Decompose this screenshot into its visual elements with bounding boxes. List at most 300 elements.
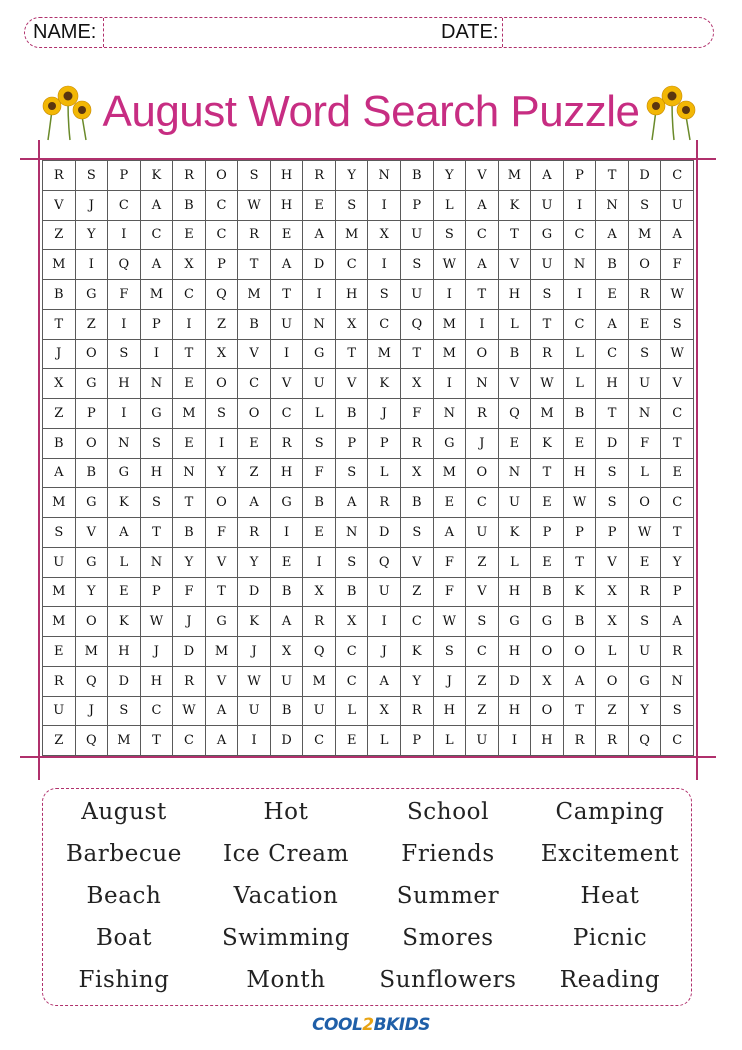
grid-cell: W — [563, 488, 596, 518]
grid-row — [43, 190, 694, 220]
grid-cell: M — [43, 577, 76, 607]
grid-cell: I — [368, 607, 401, 637]
grid-row — [43, 488, 694, 518]
grid-cell: E — [531, 488, 564, 518]
grid-cell: M — [43, 250, 76, 280]
grid-cell: M — [433, 458, 466, 488]
grid-row — [43, 399, 694, 429]
grid-cell: L — [628, 458, 661, 488]
grid-cell: R — [43, 666, 76, 696]
grid-cell: O — [628, 250, 661, 280]
grid-cell: X — [270, 637, 303, 667]
grid-cell: N — [140, 369, 173, 399]
cool2bkids-logo — [0, 1015, 742, 1035]
grid-cell: R — [628, 280, 661, 310]
grid-cell: E — [238, 428, 271, 458]
grid-cell: R — [628, 577, 661, 607]
grid-cell: N — [596, 190, 629, 220]
grid-cell: N — [661, 666, 694, 696]
grid-cell: X — [596, 607, 629, 637]
grid-row — [43, 280, 694, 310]
grid-cell: W — [173, 696, 206, 726]
grid-cell: F — [661, 250, 694, 280]
grid-cell: C — [661, 399, 694, 429]
puzzle-title: August Word Search Puzzle — [102, 87, 640, 136]
grid-cell: H — [108, 369, 141, 399]
grid-cell: S — [75, 161, 108, 191]
grid-cell: E — [108, 577, 141, 607]
grid-cell: T — [466, 280, 499, 310]
grid-cell: W — [433, 250, 466, 280]
grid-cell: M — [140, 280, 173, 310]
grid-cell: L — [433, 190, 466, 220]
grid-cell: L — [498, 309, 531, 339]
grid-cell: W — [238, 666, 271, 696]
grid-cell: I — [368, 250, 401, 280]
grid-cell: X — [43, 369, 76, 399]
grid-cell: R — [238, 220, 271, 250]
grid-cell: X — [335, 309, 368, 339]
grid-cell: T — [173, 339, 206, 369]
grid-cell: V — [335, 369, 368, 399]
grid-cell: S — [140, 428, 173, 458]
grid-cell: C — [238, 369, 271, 399]
grid-cell: G — [531, 607, 564, 637]
word-bank-item: Vacation — [233, 883, 339, 909]
grid-cell: U — [466, 726, 499, 756]
grid-cell: L — [303, 399, 336, 429]
grid-cell: A — [140, 250, 173, 280]
grid-cell: T — [661, 518, 694, 548]
grid-cell: S — [628, 339, 661, 369]
grid-cell: J — [238, 637, 271, 667]
grid-cell: A — [596, 220, 629, 250]
name-field-divider — [103, 18, 104, 47]
grid-cell: V — [661, 369, 694, 399]
grid-cell: H — [335, 280, 368, 310]
grid-cell: C — [596, 339, 629, 369]
grid-cell: U — [628, 369, 661, 399]
grid-cell: D — [303, 250, 336, 280]
grid-cell: J — [368, 637, 401, 667]
grid-cell: R — [466, 399, 499, 429]
grid-cell: U — [368, 577, 401, 607]
grid-cell: V — [75, 518, 108, 548]
grid-cell: K — [368, 369, 401, 399]
grid-cell: H — [270, 458, 303, 488]
grid-cell: W — [433, 607, 466, 637]
grid-cell: I — [498, 726, 531, 756]
grid-cell: N — [368, 161, 401, 191]
grid-cell: V — [270, 369, 303, 399]
grid-cell: V — [238, 339, 271, 369]
grid-cell: I — [75, 250, 108, 280]
grid-cell: B — [270, 577, 303, 607]
grid-cell: H — [498, 280, 531, 310]
grid-cell: S — [140, 488, 173, 518]
grid-cell: P — [108, 161, 141, 191]
grid-cell: Z — [596, 696, 629, 726]
word-bank-item: Ice Cream — [222, 841, 349, 867]
grid-cell: S — [628, 190, 661, 220]
grid-cell: H — [270, 190, 303, 220]
grid-cell: N — [433, 399, 466, 429]
grid-cell: K — [238, 607, 271, 637]
grid-cell: E — [661, 458, 694, 488]
grid-cell: A — [205, 726, 238, 756]
grid-cell: C — [303, 726, 336, 756]
grid-cell: R — [173, 161, 206, 191]
grid-cell: U — [661, 190, 694, 220]
word-bank-item: Sunflowers — [379, 967, 517, 993]
grid-cell: E — [173, 220, 206, 250]
grid-cell: G — [433, 428, 466, 458]
date-label: DATE: — [441, 21, 499, 43]
grid-cell: A — [466, 190, 499, 220]
grid-cell: U — [401, 280, 434, 310]
grid-cell: Z — [75, 309, 108, 339]
grid-cell: D — [628, 161, 661, 191]
grid-cell: T — [531, 309, 564, 339]
grid-cell: G — [75, 488, 108, 518]
grid-cell: C — [401, 607, 434, 637]
grid-cell: I — [433, 280, 466, 310]
grid-cell: P — [205, 250, 238, 280]
grid-cell: H — [596, 369, 629, 399]
grid-cell: L — [596, 637, 629, 667]
grid-cell: X — [335, 607, 368, 637]
grid-cell: G — [303, 339, 336, 369]
grid-cell: B — [173, 190, 206, 220]
grid-cell: X — [205, 339, 238, 369]
word-bank-item: Summer — [396, 883, 500, 909]
grid-cell: R — [173, 666, 206, 696]
grid-cell: C — [140, 696, 173, 726]
grid-cell: H — [140, 458, 173, 488]
grid-cell: F — [108, 280, 141, 310]
grid-cell: G — [498, 607, 531, 637]
grid-row — [43, 726, 694, 756]
grid-cell: Z — [43, 726, 76, 756]
grid-cell: H — [531, 726, 564, 756]
grid-cell: L — [563, 339, 596, 369]
grid-cell: P — [531, 518, 564, 548]
grid-cell: E — [173, 428, 206, 458]
grid-cell: T — [596, 399, 629, 429]
logo-text-two: 2 — [362, 1015, 374, 1035]
grid-cell: Z — [238, 458, 271, 488]
grid-cell: S — [531, 280, 564, 310]
grid-cell: U — [43, 547, 76, 577]
grid-cell: Z — [466, 547, 499, 577]
grid-cell: Y — [335, 161, 368, 191]
grid-cell: W — [531, 369, 564, 399]
grid-row — [43, 518, 694, 548]
grid-cell: N — [140, 547, 173, 577]
grid-cell: L — [433, 726, 466, 756]
grid-cell: R — [401, 696, 434, 726]
grid-cell: F — [205, 518, 238, 548]
grid-cell: T — [238, 250, 271, 280]
grid-cell: X — [401, 369, 434, 399]
grid-row — [43, 428, 694, 458]
grid-cell: N — [303, 309, 336, 339]
grid-row — [43, 696, 694, 726]
grid-cell: Y — [661, 547, 694, 577]
grid-cell: T — [335, 339, 368, 369]
grid-cell: I — [173, 309, 206, 339]
grid-cell: A — [661, 607, 694, 637]
grid-cell: X — [401, 458, 434, 488]
grid-cell: T — [596, 161, 629, 191]
grid-cell: P — [75, 399, 108, 429]
grid-cell: S — [466, 607, 499, 637]
grid-cell: V — [43, 190, 76, 220]
grid-cell: U — [303, 369, 336, 399]
grid-cell: B — [173, 518, 206, 548]
grid-cell: T — [531, 458, 564, 488]
grid-cell: K — [563, 577, 596, 607]
grid-cell: M — [238, 280, 271, 310]
grid-row — [43, 607, 694, 637]
grid-row — [43, 458, 694, 488]
grid-cell: C — [173, 726, 206, 756]
logo-text-cool: COOL — [312, 1015, 363, 1035]
grid-cell: N — [628, 399, 661, 429]
grid-cell: H — [498, 577, 531, 607]
grid-cell: T — [140, 726, 173, 756]
grid-cell: C — [108, 190, 141, 220]
grid-cell: J — [75, 696, 108, 726]
grid-cell: D — [368, 518, 401, 548]
grid-cell: R — [661, 637, 694, 667]
grid-row — [43, 369, 694, 399]
grid-row — [43, 250, 694, 280]
grid-cell: I — [140, 339, 173, 369]
grid-cell: C — [140, 220, 173, 250]
grid-row — [43, 339, 694, 369]
grid-cell: Z — [205, 309, 238, 339]
grid-cell: V — [498, 369, 531, 399]
grid-cell: B — [401, 161, 434, 191]
grid-cell: O — [596, 666, 629, 696]
word-bank-item: August — [81, 799, 167, 825]
grid-cell: O — [466, 458, 499, 488]
grid-cell: O — [75, 339, 108, 369]
grid-cell: E — [270, 220, 303, 250]
grid-cell: I — [205, 428, 238, 458]
grid-cell: A — [270, 250, 303, 280]
grid-row — [43, 666, 694, 696]
grid-cell: Q — [498, 399, 531, 429]
grid-cell: R — [401, 428, 434, 458]
grid-cell: X — [173, 250, 206, 280]
grid-cell: Q — [368, 547, 401, 577]
word-bank-item: Friends — [401, 841, 495, 867]
grid-cell: J — [466, 428, 499, 458]
grid-cell: X — [303, 577, 336, 607]
grid-cell: D — [173, 637, 206, 667]
grid-cell: Z — [43, 399, 76, 429]
grid-cell: I — [270, 339, 303, 369]
grid-cell: J — [368, 399, 401, 429]
grid-cell: N — [108, 428, 141, 458]
grid-cell: C — [173, 280, 206, 310]
grid-cell: H — [108, 637, 141, 667]
word-bank-item: Barbecue — [65, 841, 183, 867]
grid-cell: G — [531, 220, 564, 250]
grid-cell: U — [270, 309, 303, 339]
grid-cell: P — [335, 428, 368, 458]
grid-cell: F — [303, 458, 336, 488]
grid-cell: Y — [401, 666, 434, 696]
grid-cell: A — [205, 696, 238, 726]
grid-cell: R — [43, 161, 76, 191]
grid-cell: A — [140, 190, 173, 220]
grid-cell: M — [498, 161, 531, 191]
grid-cell: B — [563, 399, 596, 429]
grid-cell: T — [661, 428, 694, 458]
grid-cell: T — [140, 518, 173, 548]
grid-cell: N — [563, 250, 596, 280]
grid-cell: S — [43, 518, 76, 548]
grid-cell: W — [661, 280, 694, 310]
grid-cell: L — [368, 458, 401, 488]
grid-cell: V — [466, 161, 499, 191]
grid-cell: G — [108, 458, 141, 488]
grid-cell: R — [238, 518, 271, 548]
grid-cell: Q — [303, 637, 336, 667]
grid-cell: Q — [75, 666, 108, 696]
grid-cell: D — [596, 428, 629, 458]
grid-cell: T — [173, 488, 206, 518]
grid-cell: O — [531, 637, 564, 667]
grid-cell: C — [335, 250, 368, 280]
grid-cell: G — [205, 607, 238, 637]
grid-cell: A — [563, 666, 596, 696]
grid-cell: K — [140, 161, 173, 191]
grid-cell: C — [205, 220, 238, 250]
grid-cell: L — [368, 726, 401, 756]
grid-cell: N — [335, 518, 368, 548]
grid-cell: V — [596, 547, 629, 577]
grid-cell: D — [108, 666, 141, 696]
grid-cell: F — [401, 399, 434, 429]
grid-cell: B — [43, 280, 76, 310]
grid-cell: B — [75, 458, 108, 488]
grid-cell: E — [270, 547, 303, 577]
grid-cell: P — [140, 577, 173, 607]
grid-cell: S — [596, 488, 629, 518]
grid-cell: M — [205, 637, 238, 667]
grid-cell: I — [466, 309, 499, 339]
grid-cell: A — [108, 518, 141, 548]
grid-cell: O — [531, 696, 564, 726]
frame-bottom-line — [20, 756, 716, 758]
grid-cell: L — [563, 369, 596, 399]
grid-cell: D — [238, 577, 271, 607]
grid-cell: E — [303, 190, 336, 220]
grid-cell: B — [531, 577, 564, 607]
grid-cell: M — [43, 607, 76, 637]
grid-cell: G — [75, 547, 108, 577]
grid-cell: U — [303, 696, 336, 726]
grid-cell: B — [335, 577, 368, 607]
grid-cell: I — [108, 220, 141, 250]
grid-cell: M — [368, 339, 401, 369]
grid-cell: L — [498, 547, 531, 577]
grid-cell: H — [433, 696, 466, 726]
grid-cell: Y — [173, 547, 206, 577]
grid-cell: O — [466, 339, 499, 369]
grid-row — [43, 637, 694, 667]
grid-cell: I — [108, 399, 141, 429]
grid-cell: I — [270, 518, 303, 548]
grid-row — [43, 577, 694, 607]
word-bank-item: Swimming — [221, 925, 351, 951]
grid-cell: G — [628, 666, 661, 696]
grid-cell: U — [531, 250, 564, 280]
grid-cell: E — [628, 309, 661, 339]
grid-cell: I — [108, 309, 141, 339]
grid-cell: T — [401, 339, 434, 369]
grid-cell: A — [303, 220, 336, 250]
grid-cell: R — [531, 339, 564, 369]
frame-right-line — [696, 140, 698, 780]
grid-cell: O — [205, 161, 238, 191]
grid-cell: S — [303, 428, 336, 458]
grid-cell: P — [368, 428, 401, 458]
word-bank-item: Boat — [95, 925, 153, 951]
grid-cell: G — [75, 369, 108, 399]
grid-cell: S — [661, 696, 694, 726]
grid-cell: X — [596, 577, 629, 607]
grid-cell: V — [466, 577, 499, 607]
grid-cell: B — [498, 339, 531, 369]
grid-cell: E — [433, 488, 466, 518]
word-bank-item: Excitement — [540, 841, 680, 867]
grid-cell: S — [205, 399, 238, 429]
grid-cell: F — [628, 428, 661, 458]
grid-cell: E — [498, 428, 531, 458]
grid-cell: T — [563, 547, 596, 577]
grid-cell: O — [205, 488, 238, 518]
grid-cell: O — [75, 428, 108, 458]
logo-text-bkids: BKIDS — [373, 1015, 430, 1035]
grid-cell: R — [563, 726, 596, 756]
grid-cell: Q — [401, 309, 434, 339]
grid-cell: E — [335, 726, 368, 756]
grid-cell: M — [335, 220, 368, 250]
grid-cell: K — [108, 488, 141, 518]
grid-cell: S — [108, 696, 141, 726]
grid-cell: J — [433, 666, 466, 696]
grid-cell: A — [433, 518, 466, 548]
grid-cell: E — [303, 518, 336, 548]
word-bank-item: School — [406, 799, 490, 825]
grid-cell: I — [238, 726, 271, 756]
grid-cell: M — [75, 637, 108, 667]
grid-cell: S — [108, 339, 141, 369]
grid-cell: Y — [238, 547, 271, 577]
grid-cell: W — [628, 518, 661, 548]
grid-cell: H — [270, 161, 303, 191]
grid-cell: Y — [628, 696, 661, 726]
grid-cell: R — [270, 428, 303, 458]
name-date-header — [24, 17, 714, 48]
grid-cell: D — [270, 726, 303, 756]
word-bank-item: Fishing — [78, 967, 170, 993]
